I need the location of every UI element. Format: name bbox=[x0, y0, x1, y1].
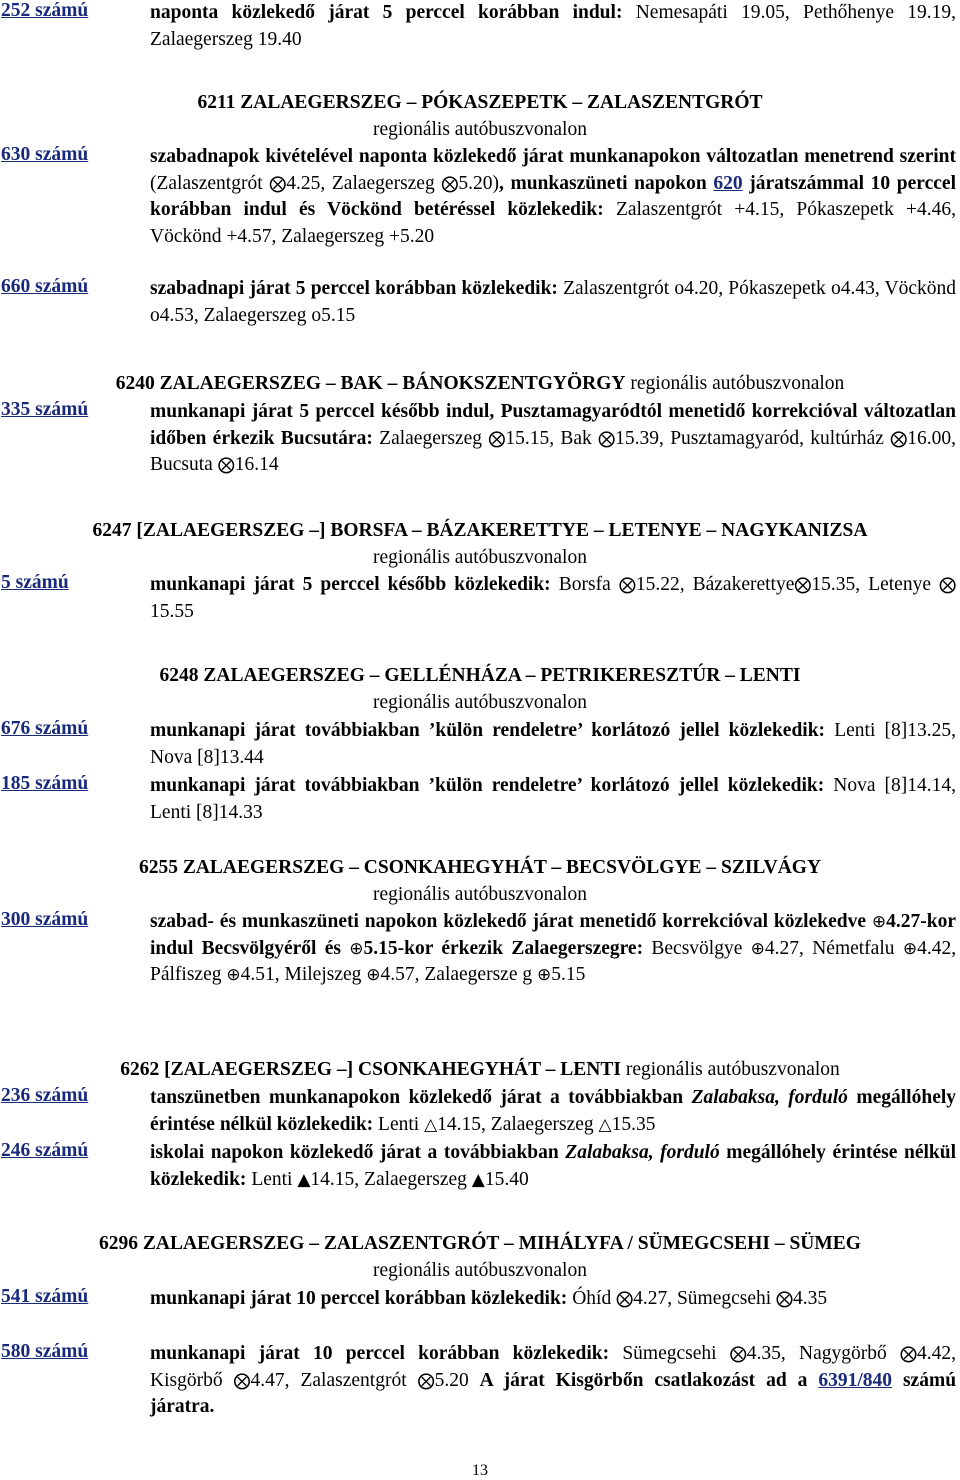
service-number[interactable]: 541 számú bbox=[1, 1286, 89, 1307]
circle-x-icon: ⨂ bbox=[488, 428, 506, 449]
stop-time: 4.42, Kisgörbő bbox=[150, 1343, 956, 1391]
route-title: 6240 ZALAEGERSZEG – BAK – BÁNOKSZENTGYÖRGY bbox=[115, 373, 626, 394]
triangle-filled-icon: ▲ bbox=[297, 1169, 311, 1190]
circle-x-icon: ⨂ bbox=[233, 1370, 251, 1391]
circle-x-icon: ⨂ bbox=[417, 1370, 435, 1391]
stop-time: 15.15, Bak bbox=[505, 427, 592, 449]
service-summary: 5.15-kor érkezik Zalaegerszegre: bbox=[363, 937, 644, 959]
stop-time: 5.15 bbox=[551, 964, 586, 985]
service-link[interactable]: 620 bbox=[713, 172, 743, 194]
route-subtitle: regionális autóbuszvonalon bbox=[625, 1059, 840, 1080]
circle-plus-icon: ⊕ bbox=[349, 938, 364, 959]
stop-time: 4.35 bbox=[793, 1288, 828, 1309]
service-summary: munkanapi járat továbbiakban ’külön rendeletre’ korlátozó jellel közlekedik: bbox=[150, 775, 825, 796]
triangle-open-icon: △ bbox=[598, 1114, 612, 1135]
stop-time: 5.20) bbox=[458, 172, 499, 194]
route-subtitle: regionális autóbuszvonalon bbox=[373, 883, 587, 905]
service-number[interactable]: 5 számú bbox=[1, 572, 69, 593]
stop-time: 4.27, Németfalu bbox=[764, 937, 895, 959]
service-description bbox=[150, 718, 956, 771]
circle-plus-icon: ⊕ bbox=[536, 965, 552, 985]
circle-x-icon: ⨂ bbox=[616, 1289, 634, 1309]
stop-time: 15.39, Pusztamagyaród, kultúrház bbox=[615, 427, 884, 449]
triangle-filled-icon: ▲ bbox=[471, 1169, 485, 1190]
service-description bbox=[150, 1085, 956, 1138]
stop-time: Zalaegerszeg bbox=[379, 427, 482, 449]
stop-name: Zalabaksa, forduló bbox=[691, 1087, 848, 1108]
stop-time: Lenti bbox=[251, 1168, 293, 1190]
service-summary: , munkaszüneti napokon bbox=[498, 172, 707, 194]
circle-x-icon: ⨂ bbox=[776, 1289, 794, 1309]
service-number[interactable]: 236 számú bbox=[1, 1085, 89, 1106]
stop-time: 4.27, Sümegcsehi bbox=[633, 1288, 772, 1309]
stop-time: Sümegcsehi bbox=[622, 1343, 717, 1364]
route-header-6255 bbox=[0, 855, 960, 908]
service-times: Zalaszentgrót o4.20, Pókaszepetk o4.43, Vöckönd o4.53, Zalaegerszeg o5.15 bbox=[150, 278, 956, 326]
circle-plus-icon: ⊕ bbox=[366, 965, 381, 985]
service-summary: munkanapi járat 10 perccel korábban közlekedik: bbox=[150, 1288, 568, 1309]
circle-x-icon: ⨂ bbox=[217, 455, 235, 475]
stop-time: 15.55 bbox=[150, 600, 194, 622]
service-description bbox=[150, 0, 956, 53]
route-title: 6247 [ZALAEGERSZEG –] BORSFA – BÁZAKERETTYE – LETENYE – NAGYKANIZSA bbox=[92, 520, 868, 541]
stop-time: 16.00, Bucsuta bbox=[150, 427, 957, 475]
route-subtitle: regionális autóbuszvonalon bbox=[373, 1259, 587, 1281]
service-description bbox=[150, 1140, 956, 1193]
route-title: 6262 [ZALAEGERSZEG –] CSONKAHEGYHÁT – LENTI bbox=[120, 1059, 621, 1080]
stop-time: Becsvölgye bbox=[651, 937, 743, 959]
circle-x-icon: ⨂ bbox=[900, 1344, 917, 1364]
circle-x-icon: ⨂ bbox=[890, 428, 908, 449]
service-description bbox=[150, 1286, 956, 1313]
circle-x-icon: ⨂ bbox=[441, 173, 459, 194]
route-subtitle: regionális autóbuszvonalon bbox=[373, 546, 587, 568]
stop-time: 15.35 bbox=[611, 1113, 656, 1135]
service-times: Lenti [8]13.25, Nova [8]13.44 bbox=[150, 720, 957, 768]
service-times: Zalaszentgrót +4.15, Pókaszepetk +4.46, Vöckönd +4.57, Zalaegerszeg +5.20 bbox=[150, 199, 957, 247]
circle-x-icon: ⨂ bbox=[794, 575, 812, 595]
route-header-6248 bbox=[0, 663, 960, 716]
service-description bbox=[150, 572, 956, 625]
stop-time: 15.35, Letenye bbox=[811, 574, 931, 595]
route-title: 6248 ZALAEGERSZEG – GELLÉNHÁZA – PETRIKERESZTÚR – LENTI bbox=[159, 665, 801, 686]
service-times: Nova [8]14.14, Lenti [8]14.33 bbox=[150, 775, 956, 823]
service-link[interactable]: 6391/840 bbox=[818, 1369, 892, 1391]
service-description bbox=[150, 773, 956, 826]
service-summary: munkanapi járat 10 perccel korábban közlekedik: bbox=[150, 1343, 610, 1364]
service-summary: A járat Kisgörbőn csatlakozást ad a bbox=[479, 1369, 808, 1391]
circle-plus-icon: ⊕ bbox=[226, 965, 241, 985]
stop-time: 4.25, Zalaegerszeg bbox=[286, 172, 435, 194]
service-summary: megállóhely érintése nélkül közlekedik: bbox=[150, 1142, 956, 1190]
route-title: 6211 ZALAEGERSZEG – PÓKASZEPETK – ZALASZENTGRÓT bbox=[197, 92, 763, 113]
stop-time: (Zalaszentgrót bbox=[150, 172, 263, 194]
service-description bbox=[150, 276, 956, 329]
service-number[interactable]: 676 számú bbox=[1, 718, 89, 739]
service-number[interactable]: 630 számú bbox=[1, 144, 89, 165]
circle-plus-icon: ⊕ bbox=[750, 938, 765, 959]
service-summary: 4.27-kor indul Becsvölgyéről és bbox=[150, 911, 956, 959]
route-title: 6255 ZALAEGERSZEG – CSONKAHEGYHÁT – BECSVÖLGYE – SZILVÁGY bbox=[138, 857, 822, 878]
service-number[interactable]: 185 számú bbox=[1, 773, 89, 794]
service-summary: munkanapi járat 5 perccel később közlekedik: bbox=[150, 574, 551, 595]
service-description bbox=[150, 144, 956, 250]
route-header-6240 bbox=[0, 371, 960, 398]
service-number[interactable]: 660 számú bbox=[1, 276, 89, 297]
page-number: 13 bbox=[472, 1462, 488, 1479]
stop-time: Borsfa bbox=[558, 574, 611, 595]
route-header-6262 bbox=[0, 1057, 960, 1084]
service-summary: járatszámmal 10 perccel korábban indul és Vöckönd betéréssel közlekedik: bbox=[150, 172, 956, 220]
service-description bbox=[150, 399, 956, 479]
triangle-open-icon: △ bbox=[424, 1114, 438, 1135]
service-summary: munkanapi járat 5 perccel később indul, Pusztamagyaródtól menetidő korrekcióval változatlan időben érkezik Bucsutára: bbox=[150, 401, 956, 449]
service-summary: szabadnapi járat 5 perccel korábban közlekedik: bbox=[150, 278, 558, 299]
stop-time: 4.51, Milejszeg bbox=[240, 964, 362, 985]
service-number[interactable]: 335 számú bbox=[1, 399, 89, 420]
stop-time: 4.57, Zalaegersze g bbox=[380, 964, 533, 985]
circle-x-icon: ⨂ bbox=[618, 575, 636, 595]
stop-time: 4.35, Nagygörbő bbox=[746, 1343, 887, 1364]
route-title: 6296 ZALAEGERSZEG – ZALASZENTGRÓT – MIHÁLYFA / SÜMEGCSEHI – SÜMEG bbox=[99, 1233, 861, 1254]
stop-name: Zalabaksa, forduló bbox=[565, 1142, 720, 1163]
route-header-6211 bbox=[0, 90, 960, 143]
service-description bbox=[150, 1341, 956, 1421]
service-description bbox=[150, 909, 956, 989]
circle-plus-icon: ⊕ bbox=[902, 938, 918, 959]
service-summary: szabad- és munkaszüneti napokon közlekedő járat menetidő korrekcióval közlekedve bbox=[150, 911, 867, 932]
stop-time: Lenti bbox=[378, 1113, 420, 1135]
service-summary: naponta közlekedő járat 5 perccel korábban indul: bbox=[150, 2, 623, 23]
stop-time: 15.22, Bázakerettye bbox=[635, 574, 795, 595]
stop-time: Óhíd bbox=[572, 1288, 612, 1309]
route-subtitle: regionális autóbuszvonalon bbox=[373, 118, 587, 140]
service-summary: megállóhely érintése nélkül közlekedik: bbox=[150, 1087, 957, 1135]
route-subtitle: regionális autóbuszvonalon bbox=[630, 373, 845, 394]
route-header-6247 bbox=[0, 518, 960, 571]
route-subtitle: regionális autóbuszvonalon bbox=[373, 691, 587, 713]
service-summary: számú járatra. bbox=[150, 1369, 957, 1417]
stop-time: 15.40 bbox=[484, 1168, 529, 1190]
stop-time: 4.42, Pálfiszeg bbox=[150, 937, 957, 985]
stop-time: 5.20 bbox=[434, 1369, 469, 1391]
service-number[interactable]: 300 számú bbox=[1, 909, 89, 930]
service-summary: iskolai napokon közlekedő járat a továbbiakban bbox=[150, 1142, 559, 1163]
service-summary: munkanapi járat továbbiakban ’külön rendeletre’ korlátozó jellel közlekedik: bbox=[150, 720, 826, 741]
stop-time: 14.15, Zalaegerszeg bbox=[437, 1113, 594, 1135]
stop-time: 4.47, Zalaszentgrót bbox=[250, 1369, 407, 1391]
stop-time: 16.14 bbox=[234, 454, 279, 475]
service-summary: szabadnapok kivételével naponta közlekedő járat munkanapokon változatlan menetrend szerint bbox=[150, 146, 956, 167]
service-number[interactable]: 580 számú bbox=[1, 1341, 89, 1362]
stop-time: 14.15, Zalaegerszeg bbox=[310, 1168, 467, 1190]
circle-x-icon: ⨂ bbox=[729, 1344, 747, 1364]
service-summary: tanszünetben munkanapokon közlekedő járat a továbbiakban bbox=[150, 1087, 684, 1108]
circle-plus-icon: ⊕ bbox=[871, 912, 887, 932]
circle-x-icon: ⨂ bbox=[598, 428, 616, 449]
service-times: Nemesapáti 19.05, Pethőhenye 19.19, Zalaegerszeg 19.40 bbox=[150, 2, 957, 50]
circle-x-icon: ⨂ bbox=[269, 173, 287, 194]
service-number[interactable]: 252 számú bbox=[1, 0, 89, 21]
service-number[interactable]: 246 számú bbox=[1, 1140, 89, 1161]
route-header-6296 bbox=[0, 1231, 960, 1284]
circle-x-icon: ⨂ bbox=[939, 575, 957, 595]
